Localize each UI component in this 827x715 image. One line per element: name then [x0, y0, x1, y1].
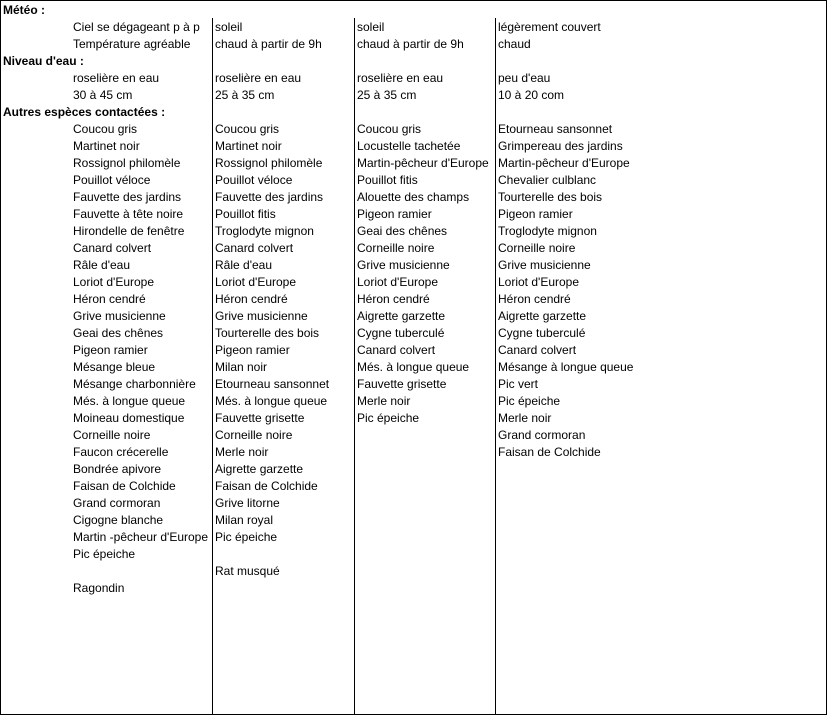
- species-entry: Mésange charbonnière: [73, 377, 196, 391]
- species-entry: Milan royal: [215, 513, 274, 527]
- species-entry: Faisan de Colchide: [498, 445, 601, 459]
- section-especes-heading: Autres espèces contactées :: [3, 105, 166, 119]
- niveau-entry: 25 à 35 cm: [215, 88, 275, 102]
- species-entry: Martin-pêcheur d'Europe: [498, 156, 630, 170]
- column-divider: [495, 18, 496, 714]
- species-entry: Corneille noire: [357, 241, 435, 255]
- meteo-entry: Température agréable: [73, 37, 191, 51]
- species-entry: Pouillot véloce: [73, 173, 151, 187]
- species-entry: Moineau domestique: [73, 411, 185, 425]
- species-entry: Grive musicienne: [357, 258, 450, 272]
- niveau-entry: peu d'eau: [498, 71, 551, 85]
- species-entry: Râle d'eau: [215, 258, 272, 272]
- species-entry: Grand cormoran: [73, 496, 161, 510]
- section-niveau-heading: Niveau d'eau :: [3, 54, 84, 68]
- species-entry: Alouette des champs: [357, 190, 470, 204]
- species-entry: Martinet noir: [215, 139, 282, 153]
- species-entry: Fauvette à tête noire: [73, 207, 184, 221]
- species-entry: Pigeon ramier: [73, 343, 148, 357]
- species-entry: Geai des chênes: [357, 224, 448, 238]
- species-entry: Troglodyte mignon: [215, 224, 314, 238]
- species-entry: Pic épeiche: [357, 411, 420, 425]
- species-entry: Martin -pêcheur d'Europe: [73, 530, 209, 544]
- species-entry: Martin-pêcheur d'Europe: [357, 156, 489, 170]
- species-entry: Bondrée apivore: [73, 462, 162, 476]
- species-entry: Cigogne blanche: [73, 513, 164, 527]
- species-entry: Merle noir: [498, 411, 552, 425]
- species-entry: Loriot d'Europe: [215, 275, 297, 289]
- species-entry: Tourterelle des bois: [215, 326, 320, 340]
- species-entry: Pic épeiche: [215, 530, 278, 544]
- species-entry: Héron cendré: [73, 292, 146, 306]
- species-entry: Râle d'eau: [73, 258, 130, 272]
- meteo-entry: soleil: [357, 20, 385, 34]
- species-entry: Pic épeiche: [73, 547, 136, 561]
- species-entry: Pic vert: [498, 377, 539, 391]
- column-divider: [212, 18, 213, 714]
- species-entry: Més. à longue queue: [215, 394, 328, 408]
- species-entry: Faisan de Colchide: [215, 479, 318, 493]
- meteo-entry: chaud: [498, 37, 531, 51]
- species-entry: Faisan de Colchide: [73, 479, 176, 493]
- species-entry: Pigeon ramier: [498, 207, 573, 221]
- species-entry: Martinet noir: [73, 139, 140, 153]
- section-meteo-heading: Météo :: [3, 3, 45, 17]
- niveau-entry: 10 à 20 com: [498, 88, 565, 102]
- species-entry: Merle noir: [215, 445, 269, 459]
- species-entry: Mésange à longue queue: [498, 360, 634, 374]
- species-entry: Fauvette grisette: [357, 377, 447, 391]
- species-entry: Aigrette garzette: [215, 462, 304, 476]
- species-entry: Loriot d'Europe: [73, 275, 155, 289]
- species-entry: Pic épeiche: [498, 394, 561, 408]
- species-entry: Grand cormoran: [498, 428, 586, 442]
- species-entry: Coucou gris: [73, 122, 138, 136]
- niveau-entry: roselière en eau: [357, 71, 444, 85]
- column-divider: [354, 18, 355, 714]
- species-entry: Héron cendré: [357, 292, 430, 306]
- species-entry: Grimpereau des jardins: [498, 139, 623, 153]
- species-entry: Faucon crécerelle: [73, 445, 169, 459]
- species-entry: Canard colvert: [357, 343, 436, 357]
- species-entry: Més. à longue queue: [73, 394, 186, 408]
- species-entry: Tourterelle des bois: [498, 190, 603, 204]
- species-entry: Pouillot véloce: [215, 173, 293, 187]
- species-entry: Aigrette garzette: [357, 309, 446, 323]
- species-entry: Canard colvert: [498, 343, 577, 357]
- species-entry: Coucou gris: [215, 122, 280, 136]
- species-entry: Héron cendré: [498, 292, 571, 306]
- species-entry: Etourneau sansonnet: [215, 377, 330, 391]
- species-entry: Corneille noire: [215, 428, 293, 442]
- species-entry: Pouillot fitis: [357, 173, 418, 187]
- meteo-entry: Ciel se dégageant p à p: [73, 20, 200, 34]
- species-entry: Canard colvert: [73, 241, 152, 255]
- species-entry: Coucou gris: [357, 122, 422, 136]
- species-entry: Héron cendré: [215, 292, 288, 306]
- species-entry: Loriot d'Europe: [357, 275, 439, 289]
- species-entry: Pigeon ramier: [215, 343, 290, 357]
- species-entry: Cygne tuberculé: [498, 326, 586, 340]
- meteo-entry: chaud à partir de 9h: [357, 37, 464, 51]
- species-entry: Corneille noire: [498, 241, 576, 255]
- niveau-entry: 25 à 35 cm: [357, 88, 417, 102]
- species-entry: Geai des chênes: [73, 326, 164, 340]
- species-entry: Rat musqué: [215, 564, 280, 578]
- species-entry: Ragondin: [73, 581, 125, 595]
- species-entry: Grive musicienne: [498, 258, 591, 272]
- species-entry: Més. à longue queue: [357, 360, 470, 374]
- species-entry: Canard colvert: [215, 241, 294, 255]
- species-entry: Pigeon ramier: [357, 207, 432, 221]
- species-entry: Merle noir: [357, 394, 411, 408]
- species-entry: Milan noir: [215, 360, 268, 374]
- species-entry: Fauvette des jardins: [73, 190, 182, 204]
- meteo-entry: soleil: [215, 20, 243, 34]
- species-entry: [73, 563, 211, 580]
- species-entry: Chevalier culblanc: [498, 173, 597, 187]
- species-entry: Pouillot fitis: [215, 207, 276, 221]
- species-entry: Grive litorne: [215, 496, 280, 510]
- niveau-entry: 30 à 45 cm: [73, 88, 133, 102]
- species-entry: [215, 546, 353, 563]
- meteo-entry: légèrement couvert: [498, 20, 601, 34]
- species-entry: Fauvette grisette: [215, 411, 305, 425]
- species-entry: Aigrette garzette: [498, 309, 587, 323]
- species-entry: Rossignol philomèle: [215, 156, 323, 170]
- niveau-entry: roselière en eau: [73, 71, 160, 85]
- species-entry: Locustelle tachetée: [357, 139, 461, 153]
- species-entry: Etourneau sansonnet: [498, 122, 613, 136]
- species-entry: Corneille noire: [73, 428, 151, 442]
- species-entry: Rossignol philomèle: [73, 156, 181, 170]
- niveau-entry: roselière en eau: [215, 71, 302, 85]
- species-entry: Loriot d'Europe: [498, 275, 580, 289]
- species-entry: Hirondelle de fenêtre: [73, 224, 185, 238]
- species-entry: Mésange bleue: [73, 360, 156, 374]
- species-entry: Cygne tuberculé: [357, 326, 445, 340]
- species-entry: Troglodyte mignon: [498, 224, 597, 238]
- meteo-entry: chaud à partir de 9h: [215, 37, 322, 51]
- species-entry: Grive musicienne: [215, 309, 308, 323]
- species-entry: Fauvette des jardins: [215, 190, 324, 204]
- species-entry: Grive musicienne: [73, 309, 166, 323]
